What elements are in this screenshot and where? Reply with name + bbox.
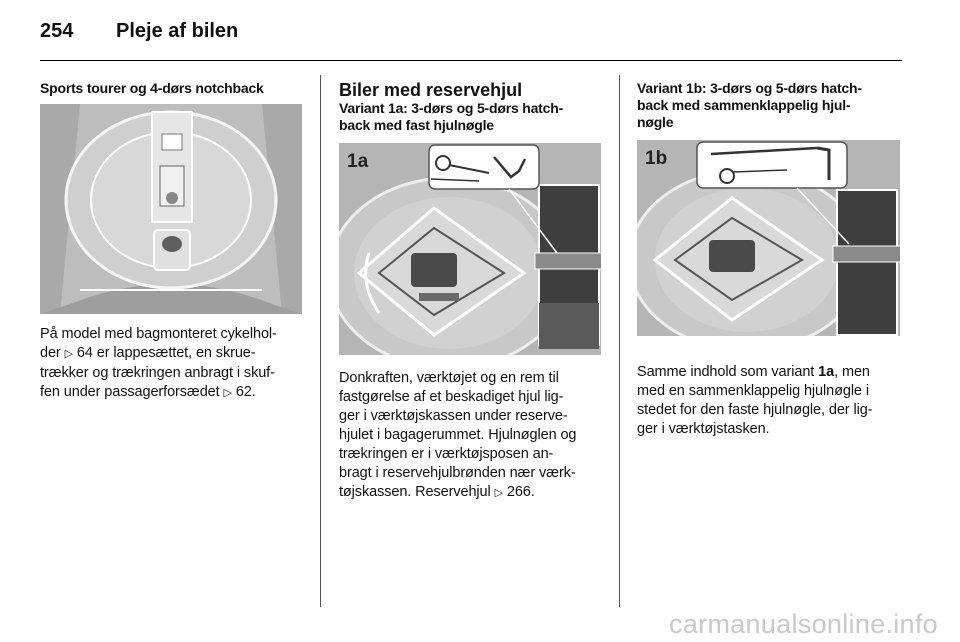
page-number: 254 (40, 20, 74, 42)
figure-label: 1a (347, 151, 369, 172)
variant-1a-figure (339, 143, 601, 355)
arrow-reference-icon: ▷ (223, 387, 232, 399)
page-header: Pleje af bilen (116, 20, 239, 42)
arrow-reference-icon: ▷ (494, 487, 503, 499)
section-heading: Biler med reservehjul (339, 80, 523, 100)
variant-1b-figure (637, 140, 900, 336)
body-paragraph: På model med bagmonteret cykelhol- der ▷ 64 er lappesættet, en skrue- trækker og trækringen anbragt i skuf- fen under passagerforsædet ▷ 62. (40, 326, 277, 400)
trunk-floor-figure (40, 104, 302, 314)
column-divider (619, 75, 620, 607)
subsection-heading: Variant 1a: 3-dørs og 5-dørs hatch- back med fast hjulnøgle (339, 100, 564, 133)
figure-label: 1b (645, 148, 668, 169)
section-heading: Sports tourer og 4-dørs notchback (40, 80, 264, 96)
watermark: carmanualsonline.info (669, 609, 938, 639)
body-paragraph: Samme indhold som variant 1a, men med en sammenklappelig hjulnøgle i stedet for den faste hjulnøgle, der lig- ger i værktøjstasken. (637, 364, 873, 437)
arrow-reference-icon: ▷ (64, 348, 73, 360)
header-rule (40, 60, 902, 61)
body-paragraph: Donkraften, værktøjet og en rem til fastgørelse af et beskadiget hjul lig- ger i værktøjskassen under reserve- hjulet i bagagerummet. Hjulnøglen og trækringen er i værktøjsposen an- bragt i reservehjulbrønden nær værk- tøjskassen. Reservehjul ▷ 266. (339, 370, 577, 500)
section-heading: Variant 1b: 3-dørs og 5-dørs hatch- back med sammenklappelig hjul- nøgle (637, 80, 862, 130)
column-divider (320, 75, 321, 607)
